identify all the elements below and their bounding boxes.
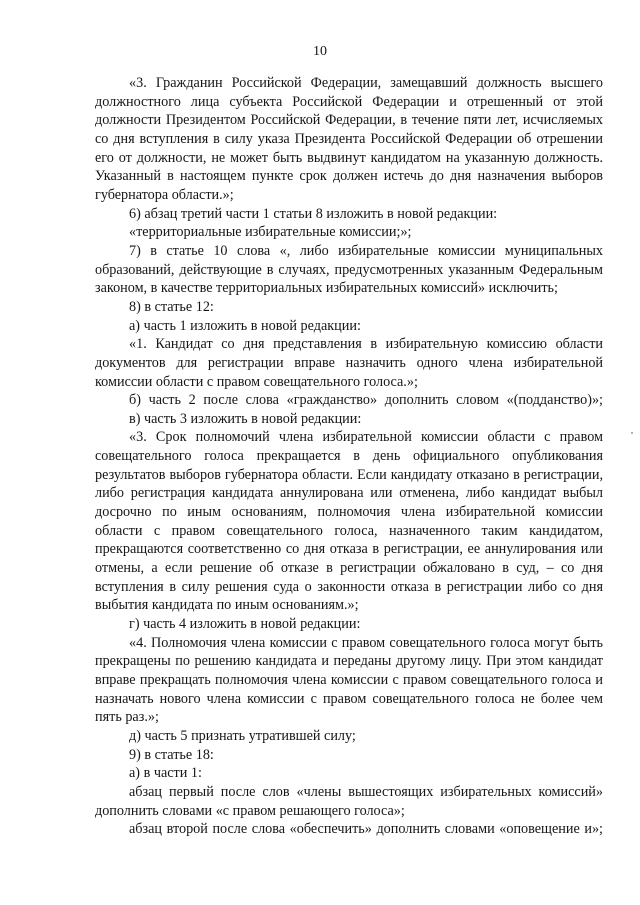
paragraph-item-8: 8) в статье 12: xyxy=(129,298,214,315)
paragraph-item-9a-second: абзац второй после слова «обеспечить» дополнить словами «оповещение и»; xyxy=(129,821,603,838)
paragraph-item-8g-text: «4. Полномочия члена комиссии с правом совещательного голоса могут быть прекращены по решению кандидата и переданы другому лицу. При этом кандидат вправе прекращать полномочия члена комиссии с правом совещательного голоса и назначать нового члена комиссии с правом совещательного голоса не более чем пять раз.»; xyxy=(95,634,603,726)
paragraph-item-8a: а) часть 1 изложить в новой редакции: xyxy=(129,317,361,334)
document-body xyxy=(95,74,603,839)
paragraph-item-9: 9) в статье 18: xyxy=(129,746,214,763)
paragraph-item-8v-text: «3. Срок полномочий члена избирательной комиссии области с правом совещательного голоса прекращается в день официального опубликования результатов выборов губернатора области. Если кандидату отказано в регистрации, либо регистрация кандидата аннулирована или отменена, либо кандидат выбыл досрочно по иным основаниям, полномочия члена избирательной комиссии области с правом совещательного голоса, назначенного таким кандидатом, прекращаются соответственно со дня отказа в регистрации, ее аннулирования или отмены, а если решение об отказе в регистрации обжаловано в суд, – со дня вступления в силу решения суда о законности отказа в регистрации либо со дня выбытия кандидата по иным основаниям.»; xyxy=(95,429,603,614)
paragraph-item-9a-first: абзац первый после слов «члены вышестоящих избирательных комиссий» дополнить словами «с правом решающего голоса»; xyxy=(95,783,603,819)
page-number: 10 xyxy=(313,44,327,59)
paragraph-item-8g: г) часть 4 изложить в новой редакции: xyxy=(129,616,361,633)
paragraph-item-6: 6) абзац третий части 1 статьи 8 изложить в новой редакции: xyxy=(129,205,498,222)
paragraph-item-6-text: «территориальные избирательные комиссии;»; xyxy=(129,224,412,241)
scan-speck xyxy=(631,432,633,434)
paragraph-item-8v: в) часть 3 изложить в новой редакции: xyxy=(129,410,362,427)
paragraph-citizen-removed-from-office: «3. Гражданин Российской Федерации, замещавший должность высшего должностного лица субъекта Российской Федерации и отрешенный от этой должности Президентом Российской Федерации, в течение пяти лет, исчисляемых со дня вступления в силу указа Президента Российской Федерации об отрешении его от должности, не может быть выдвинут кандидатом на указанную должность. Указанный в настоящем пункте срок должен истечь до дня назначения выборов губернатора области.»; xyxy=(95,75,603,203)
paragraph-item-8d: д) часть 5 признать утратившей силу; xyxy=(129,727,356,744)
paragraph-item-7: 7) в статье 10 слова «, либо избирательные комиссии муниципальных образований, действующие в случаях, предусмотренных указанным Федеральным законом, в качестве территориальных избирательных комиссий» исключить; xyxy=(95,242,603,297)
paragraph-item-8b: б) часть 2 после слова «гражданство» дополнить словом «(подданство)»; xyxy=(129,392,603,409)
paragraph-item-9a: а) в части 1: xyxy=(129,765,202,782)
paragraph-item-8a-text: «1. Кандидат со дня представления в избирательную комиссию области документов для регистрации вправе назначить одного члена избирательной комиссии области с правом совещательного голоса.»; xyxy=(95,336,603,390)
